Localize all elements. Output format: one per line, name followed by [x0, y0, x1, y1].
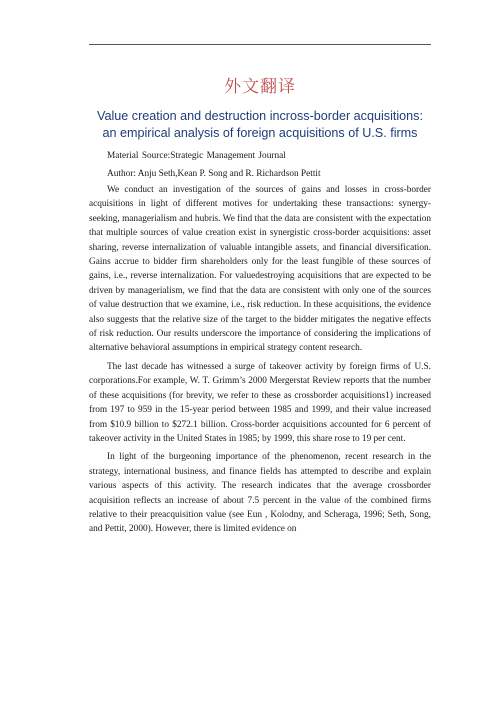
author-line: Author: Anju Seth,Kean P. Song and R. Richardson Pettit	[107, 169, 321, 179]
header-rule	[89, 44, 431, 45]
material-source: Material Source:Strategic Management Journal	[107, 151, 286, 161]
paragraph-research: In light of the burgeoning importance of the phenomenon, recent research in the strategy, international business, and finance fields has attempted to describe and explain various aspects of this activity. The research indicates that the average crossborder acquisition reflects an increase of about 7.5 percent in the value of the combined firms relative to their preacquisition value (see Eun , Kolodny, and Scheraga, 1996; Seth, Song, and Pettit, 2000). However, there is limited evidence on	[89, 452, 431, 535]
paragraph-intro: The last decade has witnessed a surge of takeover activity by foreign firms of U.S. corporations.For example, W. T. Grimm’s 2000 Mergerstat Review reports that the number of these acquisitions (for brevity, we refer to these as crossborder acquisitions1) increased from 197 to 959 in the 15-year period between 1985 and 1999, and their value increased from $10.9 billion to $272.1 billion. Cross-border acquisitions accounted for 6 percent of takeover activity in the United States in 1985; by 1999, this share rose to 19 per cent.	[89, 361, 431, 444]
article-title: Value creation and destruction incross-border acquisitions: an empirical analysis of foreign acquisitions of U.S. firms	[97, 109, 423, 140]
paragraph-abstract: We conduct an investigation of the sources of gains and losses in cross-border acquisitions in light of different motives for undertaking these transactions: synergy-seeking, managerialism and hubris. We find that the data are consistent with the expectation that multiple sources of value creation exist in synergistic cross-border acquisitions: asset sharing, reverse internalization of valuable intangible assets, and financial diversification. Gains accrue to bidder firm shareholders only for the least fungible of these sources of gains, i.e., reverse internalization. For valuedestroying acquisitions that are expected to be driven by managerialism, we find that the data are consistent with only one of the sources of value destruction that we examine, i.e., risk reduction. In these acquisitions, the evidence also suggests that the relative size of the target to the bidder mitigates the negative effects of risk reduction. Our results underscore the importance of considering the implications of alternative behavioral assumptions in empirical strategy content research.	[89, 185, 431, 354]
page-heading: 外文翻译	[224, 77, 296, 97]
body-text	[89, 183, 431, 537]
